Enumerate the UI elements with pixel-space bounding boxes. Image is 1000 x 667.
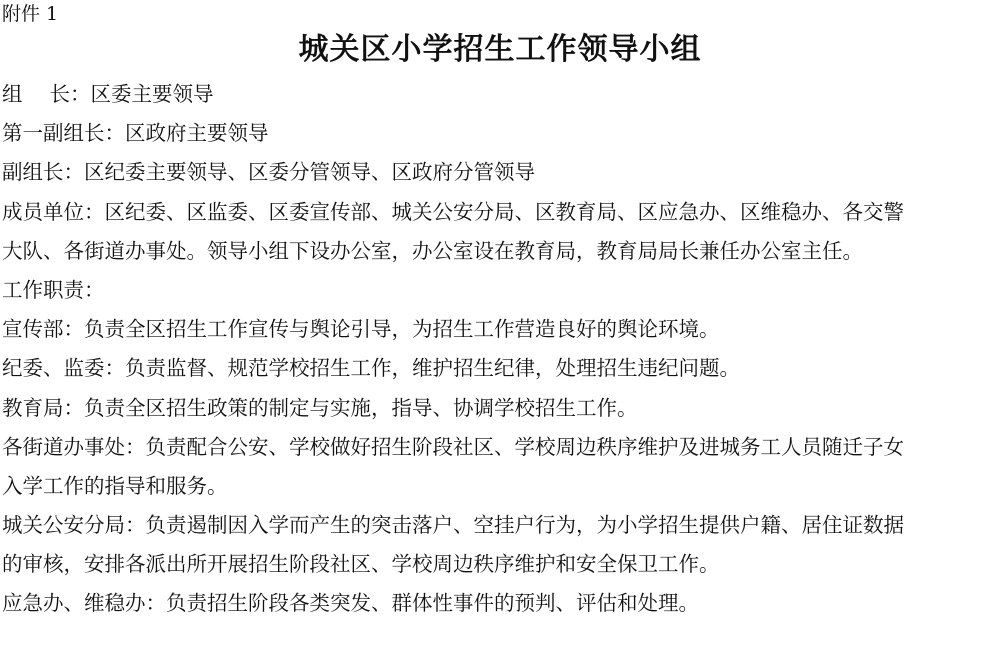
line-public-security: 城关公安分局：负责遏制因入学而产生的突击落户、空挂户行为，为小学招生提供户籍、居住证数据 — [2, 513, 904, 538]
line-street-offices-continued: 入学工作的指导和服务。 — [2, 473, 228, 498]
line-deputy-leaders: 副组长：区纪委主要领导、区委分管领导、区政府分管领导 — [2, 160, 535, 185]
line-street-offices: 各街道办事处：负责配合公安、学校做好招生阶段社区、学校周边秩序维护及进城务工人员随迁子女 — [2, 434, 904, 459]
line-group-leader: 组 长：区委主要领导 — [2, 82, 214, 106]
line-public-security-continued: 的审核，安排各派出所开展招生阶段社区、学校周边秩序维护和安全保卫工作。 — [2, 552, 720, 577]
document-body — [2, 75, 1000, 624]
attachment-label: 附件 1 — [2, 3, 59, 25]
line-first-deputy-leader: 第一副组长：区政府主要领导 — [2, 121, 269, 146]
line-discipline-supervision: 纪委、监委：负责监督、规范学校招生工作，维护招生纪律，处理招生违纪问题。 — [2, 356, 740, 381]
line-emergency-stability: 应急办、维稳办：负责招生阶段各类突发、群体性事件的预判、评估和处理。 — [2, 591, 699, 616]
line-duties-heading: 工作职责： — [2, 277, 105, 302]
line-member-units-continued: 大队、各街道办事处。领导小组下设办公室，办公室设在教育局，教育局局长兼任办公室主任。 — [2, 238, 863, 263]
line-education-bureau: 教育局：负责全区招生政策的制定与实施，指导、协调学校招生工作。 — [2, 395, 638, 420]
line-member-units: 成员单位：区纪委、区监委、区委宣传部、城关公安分局、区教育局、区应急办、区维稳办、各交警 — [2, 199, 904, 224]
document-title: 城关区小学招生工作领导小组 — [298, 32, 702, 67]
line-propaganda-dept: 宣传部：负责全区招生工作宣传与舆论引导，为招生工作营造良好的舆论环境。 — [2, 317, 720, 342]
